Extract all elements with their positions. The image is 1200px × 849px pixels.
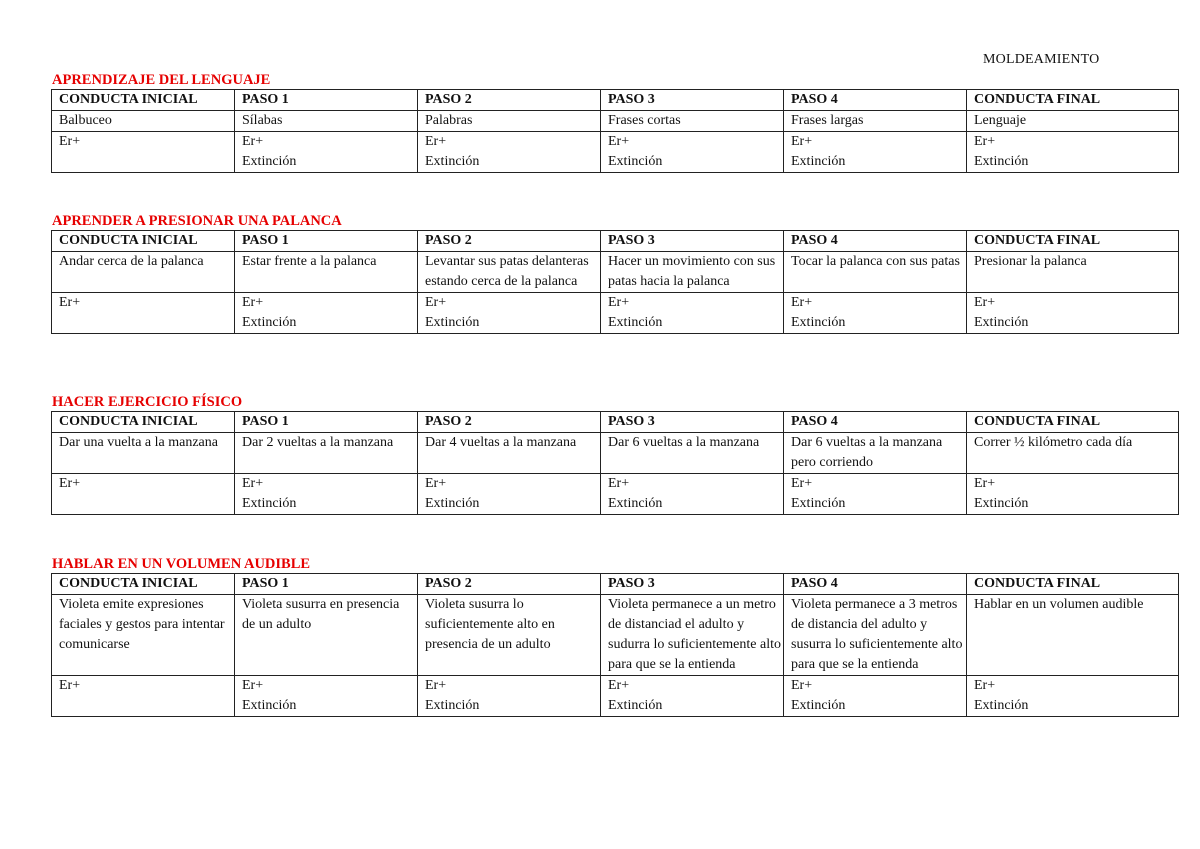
extinction-label: Extinción: [242, 154, 297, 169]
column-header-conducta-final: CONDUCTA FINAL: [967, 412, 1179, 433]
consequence-cell: [601, 132, 784, 173]
reinforcement-label: Er+: [59, 134, 81, 149]
consequence-cell: [235, 132, 418, 173]
behavior-cell: Andar cerca de la palanca: [52, 252, 235, 293]
behavior-cell: Violeta susurra en presencia de un adulto: [235, 595, 418, 676]
extinction-label: Extinción: [425, 315, 480, 330]
shaping-table: [51, 411, 1179, 515]
behavior-row: [52, 433, 1179, 474]
reinforcement-label: Er+: [59, 678, 81, 693]
consequence-cell: [601, 293, 784, 334]
column-header-paso-1: PASO 1: [235, 574, 418, 595]
consequence-cell: [967, 474, 1179, 515]
reinforcement-label: Er+: [608, 476, 630, 491]
column-header-paso-3: PASO 3: [601, 412, 784, 433]
table-header-row: [52, 574, 1179, 595]
reinforcement-label: Er+: [242, 678, 264, 693]
extinction-label: Extinción: [425, 154, 480, 169]
column-header-paso-3: PASO 3: [601, 90, 784, 111]
consequence-cell: [235, 474, 418, 515]
extinction-label: Extinción: [425, 698, 480, 713]
consequence-cell: [967, 293, 1179, 334]
column-header-paso-4: PASO 4: [784, 90, 967, 111]
extinction-label: Extinción: [242, 315, 297, 330]
behavior-cell: Presionar la palanca: [967, 252, 1179, 293]
section-aprender-a-presionar-una-palanca: [51, 213, 1178, 334]
consequence-cell: [784, 474, 967, 515]
behavior-cell: Frases largas: [784, 111, 967, 132]
column-header-paso-4: PASO 4: [784, 574, 967, 595]
column-header-paso-2: PASO 2: [418, 574, 601, 595]
consequence-cell: [235, 293, 418, 334]
behavior-cell: Dar 4 vueltas a la manzana: [418, 433, 601, 474]
consequence-cell: [235, 676, 418, 717]
reinforcement-label: Er+: [425, 476, 447, 491]
consequence-cell: [967, 676, 1179, 717]
consequence-cell: [967, 132, 1179, 173]
behavior-cell: Violeta susurra lo suficientemente alto en presencia de un adulto: [418, 595, 601, 676]
behavior-cell: Sílabas: [235, 111, 418, 132]
section-hacer-ejercicio-fisico: [51, 394, 1178, 515]
consequence-cell: [418, 676, 601, 717]
extinction-label: Extinción: [974, 496, 1029, 511]
reinforcement-label: Er+: [59, 295, 81, 310]
section-title: APRENDIZAJE DEL LENGUAJE: [52, 72, 271, 88]
reinforcement-label: Er+: [608, 678, 630, 693]
extinction-label: Extinción: [608, 698, 663, 713]
column-header-conducta-inicial: CONDUCTA INICIAL: [52, 231, 235, 252]
extinction-label: Extinción: [974, 315, 1029, 330]
consequence-cell: [784, 676, 967, 717]
reinforcement-label: Er+: [608, 134, 630, 149]
consequence-cell: [418, 474, 601, 515]
reinforcement-label: Er+: [974, 476, 996, 491]
column-header-paso-1: PASO 1: [235, 231, 418, 252]
consequence-cell: [784, 293, 967, 334]
table-header-row: [52, 231, 1179, 252]
consequence-row: [52, 293, 1179, 334]
column-header-paso-1: PASO 1: [235, 90, 418, 111]
extinction-label: Extinción: [791, 315, 846, 330]
behavior-cell: Dar 6 vueltas a la manzana: [601, 433, 784, 474]
reinforcement-label: Er+: [974, 295, 996, 310]
table-header-row: [52, 90, 1179, 111]
behavior-cell: Palabras: [418, 111, 601, 132]
behavior-row: [52, 595, 1179, 676]
extinction-label: Extinción: [974, 154, 1029, 169]
behavior-row: [52, 111, 1179, 132]
extinction-label: Extinción: [791, 154, 846, 169]
column-header-paso-2: PASO 2: [418, 90, 601, 111]
behavior-cell: Dar una vuelta a la manzana: [52, 433, 235, 474]
column-header-conducta-inicial: CONDUCTA INICIAL: [52, 412, 235, 433]
column-header-paso-4: PASO 4: [784, 231, 967, 252]
consequence-cell: [601, 474, 784, 515]
extinction-label: Extinción: [608, 154, 663, 169]
column-header-paso-3: PASO 3: [601, 574, 784, 595]
extinction-label: Extinción: [608, 315, 663, 330]
behavior-cell: Hacer un movimiento con sus patas hacia la palanca: [601, 252, 784, 293]
behavior-cell: Correr ½ kilómetro cada día: [967, 433, 1179, 474]
behavior-cell: Lenguaje: [967, 111, 1179, 132]
column-header-conducta-final: CONDUCTA FINAL: [967, 574, 1179, 595]
behavior-cell: Balbuceo: [52, 111, 235, 132]
shaping-table: [51, 573, 1179, 717]
behavior-cell: Tocar la palanca con sus patas: [784, 252, 967, 293]
shaping-table: [51, 89, 1179, 173]
behavior-cell: Dar 6 vueltas a la manzana pero corriendo: [784, 433, 967, 474]
section-aprendizaje-del-lenguaje: [51, 72, 1178, 173]
behavior-cell: Violeta emite expresiones faciales y gestos para intentar comunicarse: [52, 595, 235, 676]
section-title: HACER EJERCICIO FÍSICO: [52, 394, 243, 410]
reinforcement-label: Er+: [425, 678, 447, 693]
behavior-row: [52, 252, 1179, 293]
reinforcement-label: Er+: [242, 134, 264, 149]
reinforcement-label: Er+: [791, 678, 813, 693]
reinforcement-label: Er+: [59, 476, 81, 491]
column-header-paso-1: PASO 1: [235, 412, 418, 433]
reinforcement-label: Er+: [791, 295, 813, 310]
behavior-cell: Levantar sus patas delanteras estando cerca de la palanca: [418, 252, 601, 293]
column-header-paso-2: PASO 2: [418, 231, 601, 252]
column-header-conducta-inicial: CONDUCTA INICIAL: [52, 574, 235, 595]
behavior-cell: Hablar en un volumen audible: [967, 595, 1179, 676]
consequence-row: [52, 132, 1179, 173]
column-header-paso-2: PASO 2: [418, 412, 601, 433]
section-title: HABLAR EN UN VOLUMEN AUDIBLE: [52, 556, 311, 572]
reinforcement-label: Er+: [974, 134, 996, 149]
reinforcement-label: Er+: [974, 678, 996, 693]
column-header-conducta-final: CONDUCTA FINAL: [967, 231, 1179, 252]
consequence-cell: [418, 293, 601, 334]
extinction-label: Extinción: [242, 698, 297, 713]
extinction-label: Extinción: [974, 698, 1029, 713]
consequence-cell: [52, 293, 235, 334]
reinforcement-label: Er+: [791, 476, 813, 491]
reinforcement-label: Er+: [242, 476, 264, 491]
consequence-row: [52, 474, 1179, 515]
behavior-cell: Violeta permanece a un metro de distanciad el adulto y sudurra lo suficientemente alto para que se la entienda: [601, 595, 784, 676]
behavior-cell: Estar frente a la palanca: [235, 252, 418, 293]
reinforcement-label: Er+: [242, 295, 264, 310]
extinction-label: Extinción: [791, 496, 846, 511]
extinction-label: Extinción: [608, 496, 663, 511]
shaping-table: [51, 230, 1179, 334]
column-header-paso-3: PASO 3: [601, 231, 784, 252]
behavior-cell: Dar 2 vueltas a la manzana: [235, 433, 418, 474]
consequence-cell: [52, 474, 235, 515]
consequence-cell: [52, 132, 235, 173]
reinforcement-label: Er+: [608, 295, 630, 310]
reinforcement-label: Er+: [425, 134, 447, 149]
column-header-conducta-final: CONDUCTA FINAL: [967, 90, 1179, 111]
table-header-row: [52, 412, 1179, 433]
behavior-cell: Frases cortas: [601, 111, 784, 132]
consequence-cell: [52, 676, 235, 717]
consequence-cell: [601, 676, 784, 717]
behavior-cell: Violeta permanece a 3 metros de distancia del adulto y susurra lo suficientemente alto para que se la entienda: [784, 595, 967, 676]
consequence-cell: [784, 132, 967, 173]
reinforcement-label: Er+: [791, 134, 813, 149]
consequence-cell: [418, 132, 601, 173]
extinction-label: Extinción: [425, 496, 480, 511]
extinction-label: Extinción: [791, 698, 846, 713]
column-header-paso-4: PASO 4: [784, 412, 967, 433]
reinforcement-label: Er+: [425, 295, 447, 310]
document-header: MOLDEAMIENTO: [983, 52, 1100, 67]
column-header-conducta-inicial: CONDUCTA INICIAL: [52, 90, 235, 111]
extinction-label: Extinción: [242, 496, 297, 511]
consequence-row: [52, 676, 1179, 717]
section-title: APRENDER A PRESIONAR UNA PALANCA: [52, 213, 342, 229]
section-hablar-en-un-volumen-audible: [51, 556, 1178, 717]
